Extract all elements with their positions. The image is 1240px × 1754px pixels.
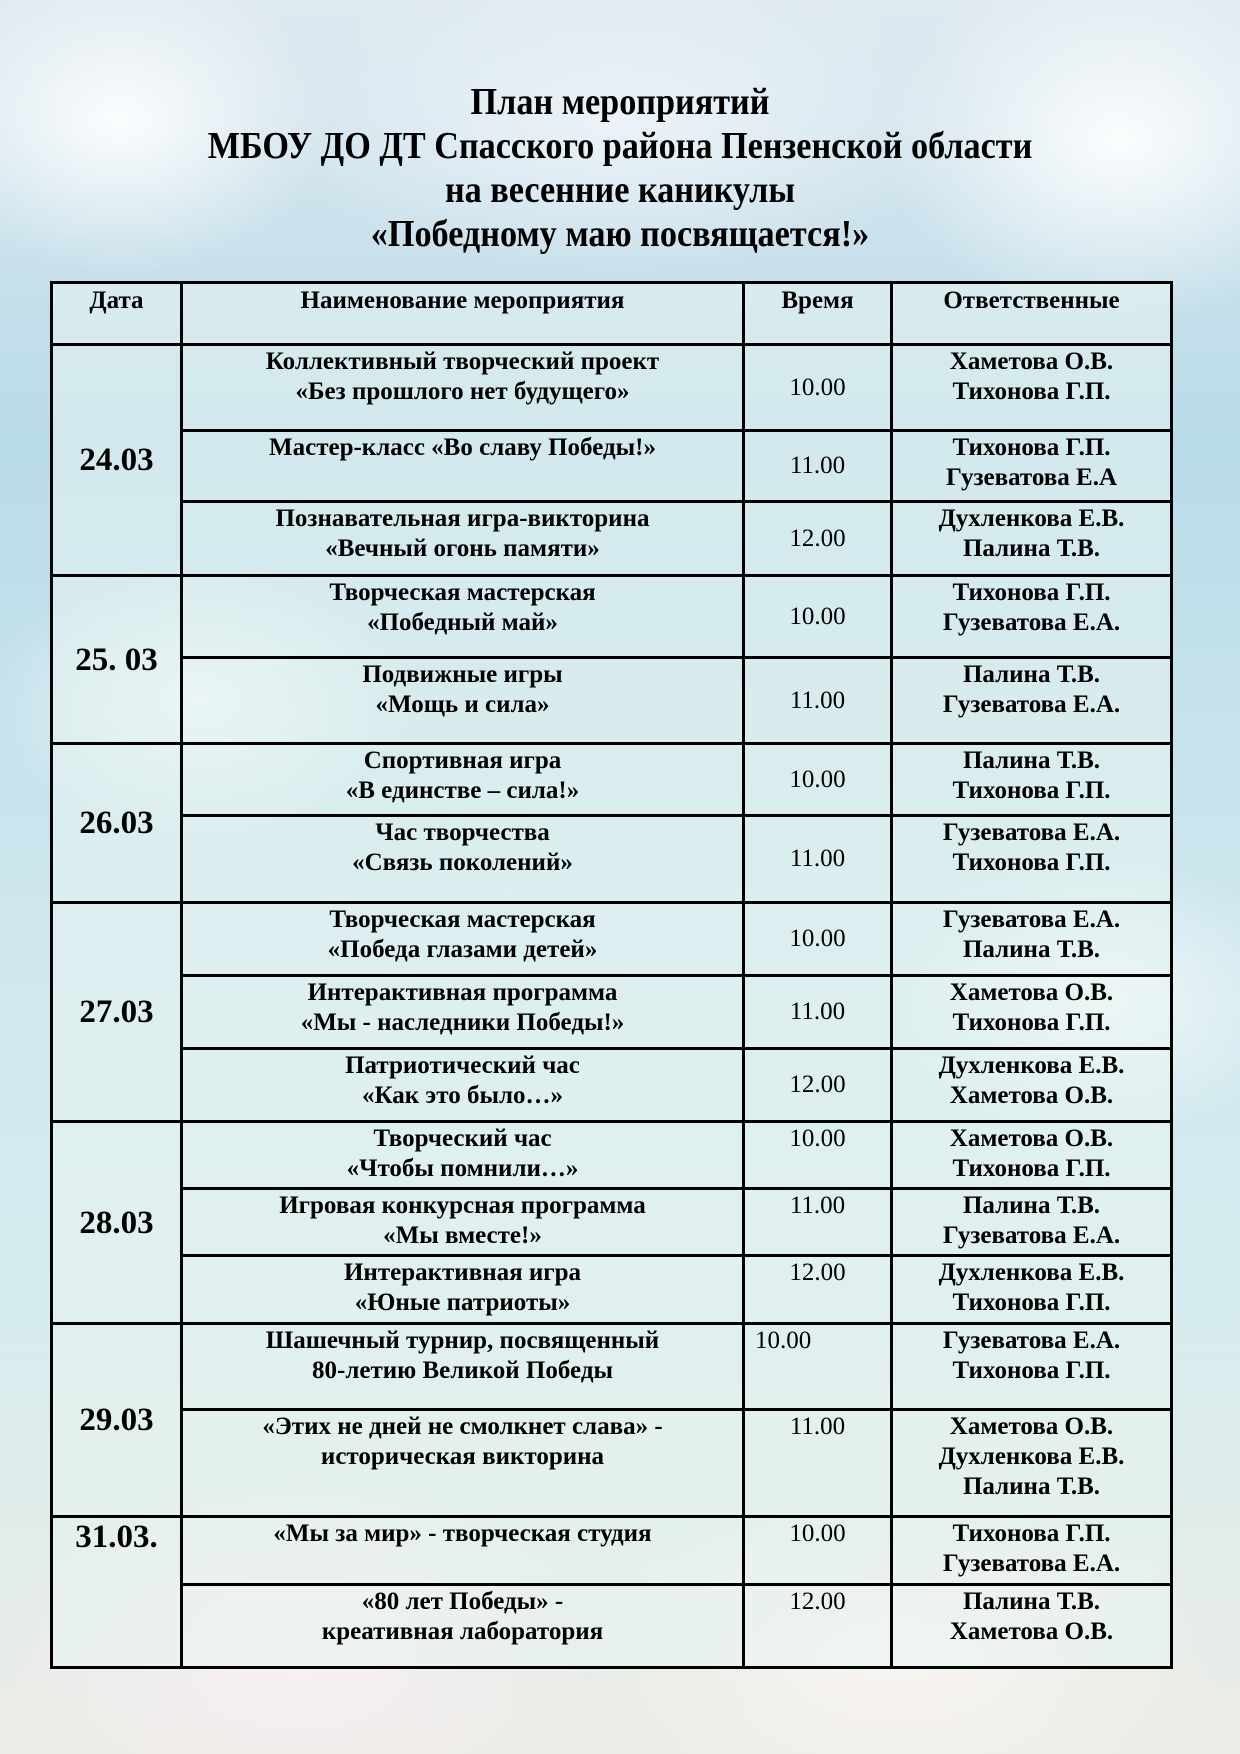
responsible-name: Хаметова О.В.	[949, 348, 1114, 375]
time-cell: 10.00	[744, 576, 892, 658]
responsible-name: Гузеватова Е.А.	[942, 906, 1121, 933]
event-name-line: Интерактивная программа	[307, 979, 618, 1006]
responsible-name: Палина Т.В.	[962, 1473, 1101, 1500]
responsible-name: Духленкова Е.В.	[938, 505, 1125, 532]
table-row	[52, 576, 1172, 658]
table-row	[52, 1324, 1172, 1410]
event-name-line: Шашечный турнир, посвященный	[265, 1327, 660, 1354]
responsible-name: Палина Т.В.	[962, 747, 1101, 774]
responsible-cell	[892, 1256, 1172, 1324]
responsible-name: Гузеватова Е.А.	[942, 609, 1121, 636]
responsible-cell	[892, 502, 1172, 576]
responsible-cell	[892, 903, 1172, 976]
event-name-line: «Мы за мир» - творческая студия	[273, 1520, 652, 1547]
responsible-cell	[892, 1122, 1172, 1189]
date-cell: 24.03	[52, 345, 182, 576]
time-cell: 10.00	[744, 1324, 892, 1410]
responsible-name: Тихонова Г.П.	[952, 434, 1111, 461]
time-cell: 10.00	[744, 1517, 892, 1585]
responsible-name: Палина Т.В.	[962, 1588, 1101, 1615]
responsible-name: Палина Т.В.	[962, 936, 1101, 963]
table-row	[52, 744, 1172, 816]
header-time: Время	[744, 283, 892, 345]
table-header-row	[52, 283, 1172, 345]
responsible-cell	[892, 576, 1172, 658]
responsible-cell	[892, 431, 1172, 502]
responsible-name: Гузеватова Е.А.	[942, 1222, 1121, 1249]
title-line: План мероприятий	[470, 81, 770, 123]
event-name-line: «80 лет Победы» -	[361, 1588, 564, 1615]
event-name-line: «Этих не дней не смолкнет слава» -	[262, 1413, 663, 1440]
time-cell: 10.00	[744, 345, 892, 431]
title-line: МБОУ ДО ДТ Спасского района Пензенской области	[207, 125, 1033, 167]
event-name-cell	[182, 502, 744, 576]
responsible-cell	[892, 744, 1172, 816]
event-name-line: Познавательная игра-викторина	[275, 505, 650, 532]
time-cell: 12.00	[744, 1585, 892, 1668]
event-name-line: «Мы вместе!»	[383, 1222, 542, 1249]
event-name-line: «Юные патриоты»	[354, 1289, 571, 1316]
responsible-name: Хаметова О.В.	[949, 1618, 1114, 1645]
date-cell: 29.03	[52, 1324, 182, 1517]
responsible-name: Духленкова Е.В.	[938, 1259, 1125, 1286]
time-cell: 11.00	[744, 976, 892, 1049]
event-name-cell	[182, 431, 744, 502]
table-row	[52, 816, 1172, 903]
title-line: «Победному маю посвящается!»	[370, 213, 870, 255]
event-name-cell	[182, 903, 744, 976]
time-cell: 11.00	[744, 658, 892, 744]
event-name-line: Игровая конкурсная программа	[279, 1192, 646, 1219]
event-name-line: Час творчества	[375, 819, 550, 846]
date-cell: 31.03.	[52, 1517, 182, 1668]
table-row	[52, 431, 1172, 502]
time-cell: 10.00	[744, 744, 892, 816]
event-name-line: «В единстве – сила!»	[345, 777, 580, 804]
event-name-line: «Мощь и сила»	[375, 691, 550, 718]
time-cell: 11.00	[744, 1189, 892, 1256]
event-name-cell	[182, 816, 744, 903]
event-name-cell	[182, 1324, 744, 1410]
table-row	[52, 976, 1172, 1049]
responsible-name: Тихонова Г.П.	[952, 1520, 1111, 1547]
responsible-name: Хаметова О.В.	[949, 1082, 1114, 1109]
time-cell: 12.00	[744, 1049, 892, 1122]
responsible-name: Тихонова Г.П.	[952, 579, 1111, 606]
time-cell: 10.00	[744, 1122, 892, 1189]
header-event: Наименование мероприятия	[182, 283, 744, 345]
responsible-name: Гузеватова Е.А.	[942, 1550, 1121, 1577]
responsible-name: Тихонова Г.П.	[952, 1155, 1111, 1182]
event-name-cell	[182, 744, 744, 816]
responsible-cell	[892, 1585, 1172, 1668]
event-name-line: Творческая мастерская	[329, 906, 596, 933]
event-name-line: Спортивная игра	[363, 747, 562, 774]
responsible-name: Хаметова О.В.	[949, 1125, 1114, 1152]
event-name-line: «Вечный огонь памяти»	[325, 535, 600, 562]
event-name-line: «Мы - наследники Победы!»	[300, 1009, 625, 1036]
event-name-line: «Чтобы помнили…»	[346, 1155, 579, 1182]
date-cell: 27.03	[52, 903, 182, 1122]
responsible-name: Палина Т.В.	[962, 661, 1101, 688]
responsible-cell	[892, 345, 1172, 431]
event-name-cell	[182, 576, 744, 658]
event-name-line: «Без прошлого нет будущего»	[295, 378, 630, 405]
responsible-name: Палина Т.В.	[962, 535, 1101, 562]
responsible-name: Тихонова Г.П.	[952, 849, 1111, 876]
event-name-line: «Связь поколений»	[352, 849, 573, 876]
responsible-name: Духленкова Е.В.	[938, 1052, 1125, 1079]
event-name-cell	[182, 658, 744, 744]
event-name-line: креативная лаборатория	[321, 1618, 604, 1645]
responsible-name: Палина Т.В.	[962, 1192, 1101, 1219]
responsible-name: Гузеватова Е.А.	[942, 819, 1121, 846]
table-row	[52, 1122, 1172, 1189]
date-cell: 28.03	[52, 1122, 182, 1324]
event-name-line: Творческий час	[373, 1125, 552, 1152]
event-name-cell	[182, 1122, 744, 1189]
responsible-name: Гузеватова Е.А.	[942, 691, 1121, 718]
responsible-name: Хаметова О.В.	[949, 979, 1114, 1006]
responsible-cell	[892, 658, 1172, 744]
event-name-line: Патриотический час	[345, 1052, 580, 1079]
header-responsible: Ответственные	[892, 283, 1172, 345]
table-row	[52, 1256, 1172, 1324]
event-name-cell	[182, 345, 744, 431]
event-name-cell	[182, 976, 744, 1049]
time-cell: 11.00	[744, 1410, 892, 1517]
event-name-cell	[182, 1585, 744, 1668]
event-name-line: Коллективный творческий проект	[265, 348, 660, 375]
page-title	[0, 80, 1240, 256]
table-row	[52, 1410, 1172, 1517]
time-cell: 11.00	[744, 816, 892, 903]
event-name-cell	[182, 1517, 744, 1585]
event-name-line: «Победа глазами детей»	[327, 936, 598, 963]
responsible-name: Хаметова О.В.	[949, 1413, 1114, 1440]
responsible-name: Тихонова Г.П.	[952, 1009, 1111, 1036]
events-table	[50, 281, 1173, 1669]
time-cell: 12.00	[744, 1256, 892, 1324]
event-name-line: «Как это было…»	[361, 1082, 563, 1109]
responsible-cell	[892, 816, 1172, 903]
table-row	[52, 1517, 1172, 1585]
table-row	[52, 345, 1172, 431]
date-cell: 25. 03	[52, 576, 182, 744]
table-row	[52, 903, 1172, 976]
event-name-line: Интерактивная игра	[343, 1259, 582, 1286]
table-row	[52, 1189, 1172, 1256]
time-cell: 11.00	[744, 431, 892, 502]
responsible-cell	[892, 1517, 1172, 1585]
event-name-cell	[182, 1410, 744, 1517]
event-name-cell	[182, 1189, 744, 1256]
responsible-name: Гузеватова Е.А.	[942, 1327, 1121, 1354]
responsible-cell	[892, 1049, 1172, 1122]
responsible-name: Духленкова Е.В.	[938, 1443, 1125, 1470]
event-name-line: Мастер-класс «Во славу Победы!»	[269, 434, 656, 461]
event-name-cell	[182, 1049, 744, 1122]
event-name-line: Подвижные игры	[362, 661, 563, 688]
time-cell: 12.00	[744, 502, 892, 576]
responsible-name: Тихонова Г.П.	[952, 777, 1111, 804]
responsible-cell	[892, 1410, 1172, 1517]
responsible-cell	[892, 1324, 1172, 1410]
responsible-cell	[892, 976, 1172, 1049]
time-cell: 10.00	[744, 903, 892, 976]
title-line: на весенние каникулы	[444, 169, 796, 211]
table-row	[52, 658, 1172, 744]
event-name-line: «Победный май»	[367, 609, 558, 636]
responsible-cell	[892, 1189, 1172, 1256]
responsible-name: Тихонова Г.П.	[952, 1289, 1111, 1316]
header-date: Дата	[52, 283, 182, 345]
event-name-line: 80-летию Великой Победы	[312, 1357, 613, 1384]
event-name-line: Творческая мастерская	[329, 579, 596, 606]
event-name-cell	[182, 1256, 744, 1324]
date-cell: 26.03	[52, 744, 182, 903]
table-row	[52, 1049, 1172, 1122]
responsible-name: Тихонова Г.П.	[952, 1357, 1111, 1384]
event-name-line: историческая викторина	[320, 1443, 605, 1470]
table-row	[52, 1585, 1172, 1668]
responsible-name: Гузеватова Е.А	[945, 464, 1117, 491]
table-row	[52, 502, 1172, 576]
responsible-name: Тихонова Г.П.	[952, 378, 1111, 405]
